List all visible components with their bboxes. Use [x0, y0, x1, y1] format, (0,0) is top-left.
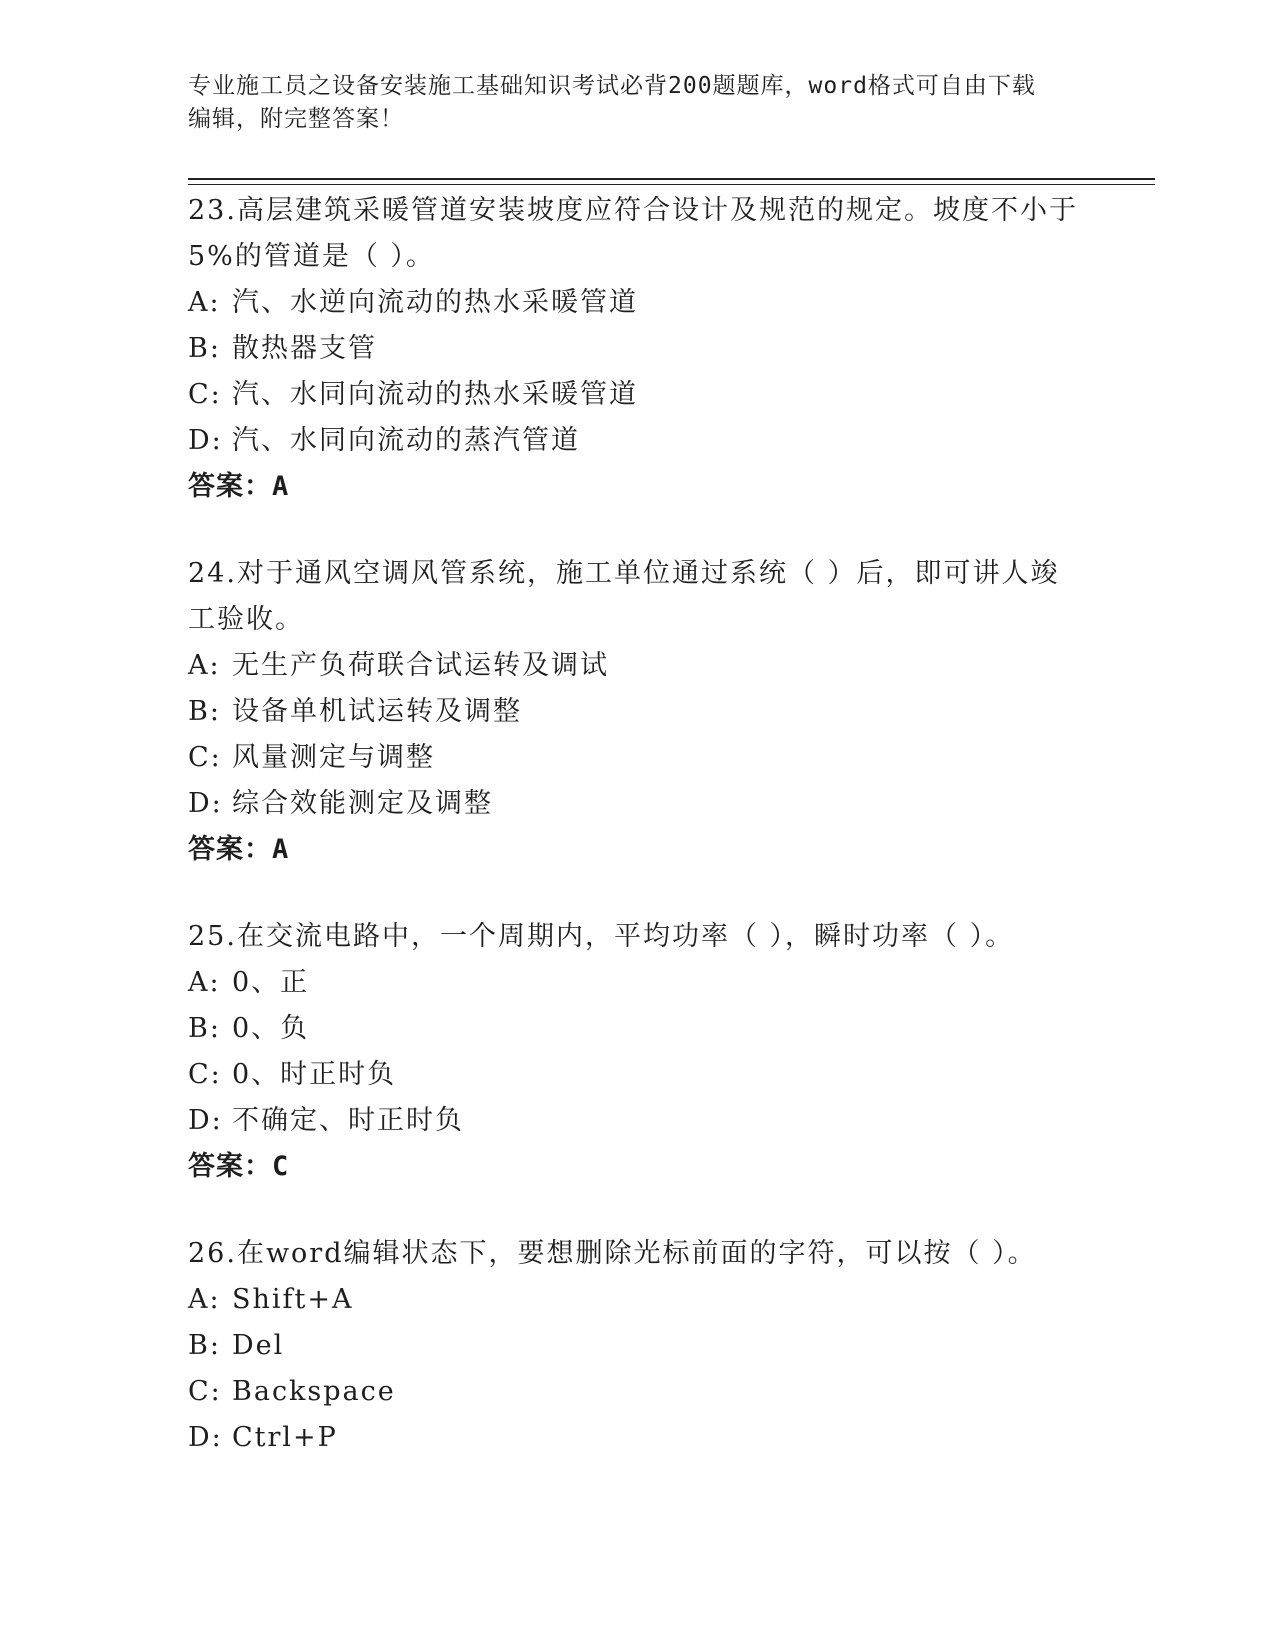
option-c: [188, 1052, 1088, 1098]
question-text: 26.在word编辑状态下，要想删除光标前面的字符，可以按（ ）。: [188, 1238, 1037, 1269]
option-key: C:: [188, 742, 222, 773]
header-title-line-2: 编辑，附完整答案！: [188, 106, 404, 132]
question-text-continued: 5%的管道是（ ）。: [188, 241, 435, 272]
option-text: 散热器支管: [232, 333, 377, 364]
option-key: B:: [188, 1330, 221, 1361]
option-a: [188, 1277, 1088, 1323]
question-text-continued: 工验收。: [188, 604, 304, 635]
question-text: 24.对于通风空调风管系统，施工单位通过系统（ ）后，即可讲人竣: [188, 558, 1060, 589]
question-25: [188, 914, 1088, 1190]
question-26: [188, 1231, 1088, 1461]
option-text: Ctrl+P: [232, 1422, 338, 1453]
option-text: 风量测定与调整: [232, 742, 435, 773]
option-text: 综合效能测定及调整: [232, 788, 493, 819]
option-key: C:: [188, 379, 222, 410]
header-divider-thin: [188, 184, 1155, 185]
option-a: [188, 960, 1088, 1006]
option-key: D:: [188, 425, 223, 456]
option-text: Del: [232, 1330, 285, 1361]
option-c: [188, 735, 1088, 781]
option-key: B:: [188, 333, 221, 364]
option-d: [188, 418, 1088, 464]
option-b: [188, 1323, 1088, 1369]
option-d: [188, 1415, 1088, 1461]
answer-line: 答案：A: [188, 471, 290, 502]
option-c: [188, 372, 1088, 418]
option-d: [188, 1098, 1088, 1144]
option-a: [188, 280, 1088, 326]
option-a: [188, 643, 1088, 689]
option-text: Backspace: [232, 1376, 396, 1407]
question-text: 25.在交流电路中，一个周期内，平均功率（ ），瞬时功率（ ）。: [188, 921, 1015, 952]
option-key: B:: [188, 1013, 221, 1044]
option-text: 无生产负荷联合试运转及调试: [232, 650, 609, 681]
option-b: [188, 326, 1088, 372]
option-text: 0、时正时负: [232, 1059, 397, 1090]
question-23: [188, 188, 1088, 510]
answer-line: 答案：C: [188, 1151, 290, 1182]
option-b: [188, 1006, 1088, 1052]
option-key: B:: [188, 696, 221, 727]
option-key: A:: [188, 1284, 221, 1315]
option-text: 不确定、时正时负: [232, 1105, 464, 1136]
option-text: 设备单机试运转及调整: [232, 696, 522, 727]
option-text: 汽、水同向流动的蒸汽管道: [232, 425, 580, 456]
question-text: 23.高层建筑采暖管道安装坡度应符合设计及规范的规定。坡度不小于: [188, 195, 1078, 226]
question-24: [188, 551, 1088, 873]
option-d: [188, 781, 1088, 827]
option-key: D:: [188, 1105, 223, 1136]
option-key: D:: [188, 788, 223, 819]
option-key: C:: [188, 1059, 222, 1090]
option-text: 汽、水同向流动的热水采暖管道: [232, 379, 638, 410]
option-c: [188, 1369, 1088, 1415]
option-key: A:: [188, 650, 221, 681]
option-text: Shift+A: [232, 1284, 354, 1315]
option-text: 汽、水逆向流动的热水采暖管道: [232, 287, 638, 318]
answer-line: 答案：A: [188, 834, 290, 865]
header-divider-thick: [188, 178, 1155, 180]
question-list: [188, 188, 1088, 1502]
document-header: [188, 70, 1088, 136]
option-b: [188, 689, 1088, 735]
option-key: C:: [188, 1376, 222, 1407]
option-key: A:: [188, 287, 221, 318]
option-key: D:: [188, 1422, 223, 1453]
header-title-line-1: 专业施工员之设备安装施工基础知识考试必背200题题库，word格式可自由下载: [188, 73, 1036, 99]
option-text: 0、正: [232, 967, 310, 998]
option-key: A:: [188, 967, 221, 998]
option-text: 0、负: [232, 1013, 310, 1044]
